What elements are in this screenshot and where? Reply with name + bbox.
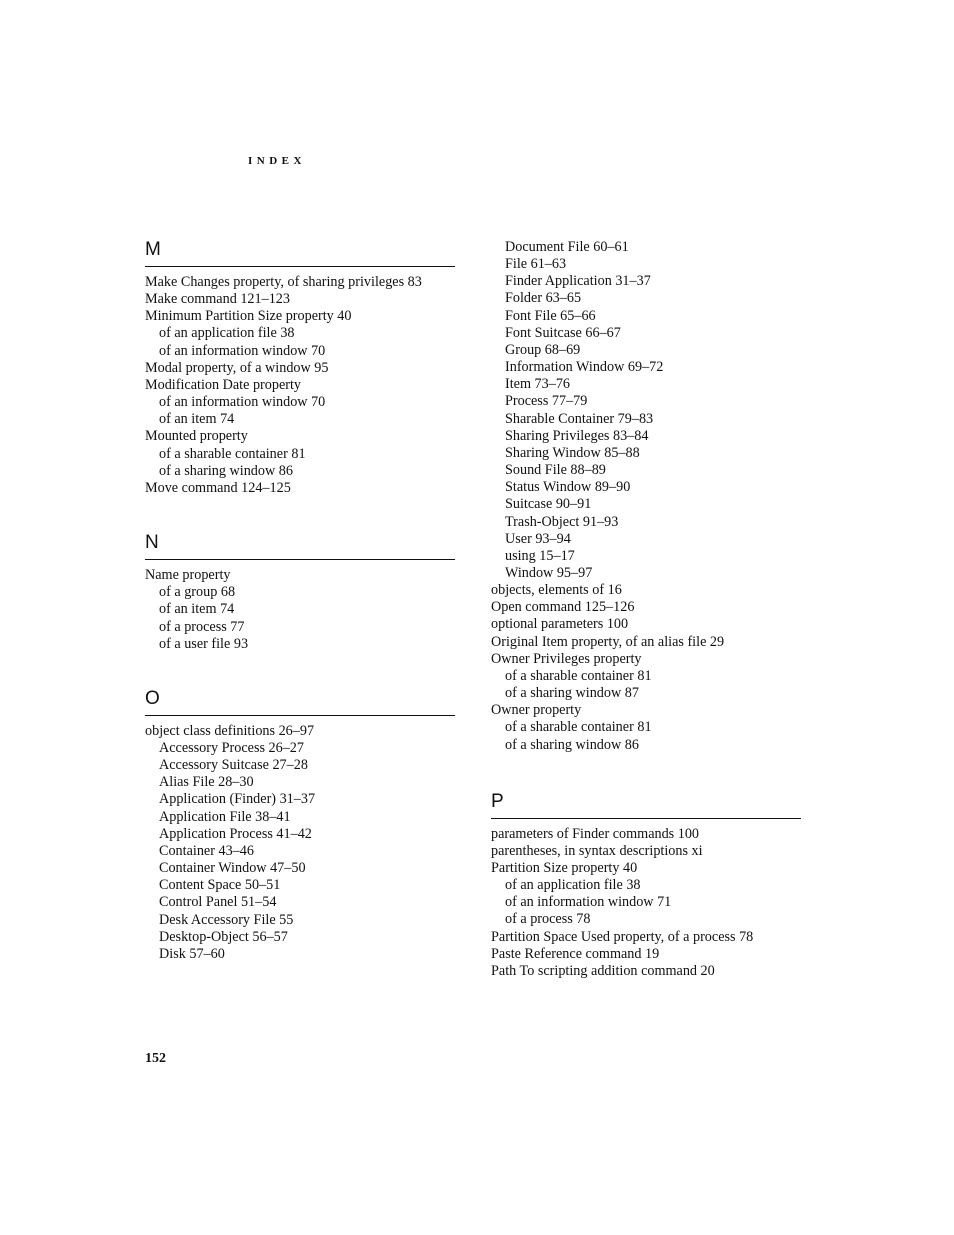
index-subentry: Document File 60–61	[505, 239, 629, 255]
index-subentry: Application (Finder) 31–37	[159, 791, 316, 808]
section-entries	[145, 567, 455, 653]
index-subentry: Finder Application 31–37	[505, 273, 651, 290]
index-section-m	[145, 239, 455, 497]
index-subentry: Accessory Suitcase 27–28	[159, 757, 308, 774]
index-subentry: Accessory Process 26–27	[159, 739, 304, 756]
index-subentry: Font File 65–66	[505, 307, 596, 324]
index-entry: Move command 124–125	[145, 479, 291, 496]
index-subentry: Control Panel 51–54	[159, 894, 277, 911]
index-subentry: of an application file 38	[159, 325, 295, 342]
index-subentry: Window 95–97	[505, 564, 593, 581]
index-entry: Path To scripting addition command 20	[491, 962, 715, 979]
index-subentry: Trash-Object 91–93	[505, 513, 619, 530]
index-subentry: Container Window 47–50	[159, 860, 306, 877]
index-subentry: Information Window 69–72	[505, 359, 664, 376]
index-subentry: of an information window 70	[159, 394, 326, 411]
section-letter: O	[145, 688, 455, 716]
section-entries	[491, 826, 801, 980]
index-subentry: Content Space 50–51	[159, 877, 281, 894]
index-entry: optional parameters 100	[491, 616, 629, 633]
index-subentry: of a sharable container 81	[505, 667, 652, 684]
section-entries	[491, 239, 801, 754]
index-subentry: Sharing Window 85–88	[505, 444, 640, 461]
index-section-p	[491, 791, 801, 980]
index-column-right	[491, 239, 801, 980]
index-entry: Minimum Partition Size property 40	[145, 308, 352, 325]
index-subentry: of a sharing window 86	[159, 462, 293, 479]
index-entry: parentheses, in syntax descriptions xi	[491, 842, 703, 859]
index-subentry: of a process 77	[159, 618, 245, 635]
index-subentry: User 93–94	[505, 530, 571, 547]
index-subentry: of an information window 70	[159, 342, 326, 359]
index-subentry: of a sharable container 81	[159, 445, 306, 462]
index-entry: Make command 121–123	[145, 291, 290, 308]
index-subentry: Folder 63–65	[505, 290, 582, 307]
running-head: INDEX	[248, 155, 306, 167]
section-gap	[145, 497, 455, 532]
index-entry: objects, elements of 16	[491, 582, 622, 599]
page-number: 152	[145, 1051, 166, 1066]
index-entry: Modification Date property	[145, 376, 302, 393]
index-subentry: of a user file 93	[159, 635, 249, 652]
section-entries	[145, 723, 455, 963]
index-subentry: Status Window 89–90	[505, 479, 631, 496]
index-subentry: of an application file 38	[505, 877, 641, 894]
section-letter: P	[491, 791, 801, 819]
index-subentry: Disk 57–60	[159, 945, 225, 962]
index-subentry: Process 77–79	[505, 393, 588, 410]
index-subentry: of a process 78	[505, 911, 591, 928]
index-subentry: File 61–63	[505, 256, 567, 273]
section-gap	[145, 653, 455, 688]
index-subentry: Sharing Privileges 83–84	[505, 427, 649, 444]
index-subentry: Group 68–69	[505, 341, 581, 358]
index-subentry: Sound File 88–89	[505, 462, 606, 479]
index-entry: parameters of Finder commands 100	[491, 825, 700, 842]
section-letter: M	[145, 239, 455, 267]
index-section-n	[145, 532, 455, 653]
index-subentry: of an information window 71	[505, 894, 672, 911]
index-subentry: Container 43–46	[159, 842, 254, 859]
section-letter: N	[145, 532, 455, 560]
index-subentry: Font Suitcase 66–67	[505, 324, 621, 341]
index-column-left	[145, 239, 455, 963]
index-subentry: of a sharing window 87	[505, 685, 639, 702]
index-subentry: of a sharing window 86	[505, 736, 639, 753]
index-section-o-continued	[491, 239, 801, 754]
index-subentry: Application File 38–41	[159, 808, 291, 825]
index-entry: Mounted property	[145, 428, 248, 445]
index-entry: Owner property	[491, 702, 582, 719]
index-entry: Open command 125–126	[491, 599, 635, 616]
index-entry: object class definitions 26–97	[145, 722, 315, 739]
section-entries	[145, 274, 455, 497]
index-subentry: Sharable Container 79–83	[505, 410, 654, 427]
index-entry: Owner Privileges property	[491, 650, 642, 667]
index-entry: Paste Reference command 19	[491, 945, 660, 962]
index-subentry: Desktop-Object 56–57	[159, 928, 288, 945]
index-subentry: Desk Accessory File 55	[159, 911, 294, 928]
index-subentry: Suitcase 90–91	[505, 496, 592, 513]
index-entry: Original Item property, of an alias file 29	[491, 633, 725, 650]
index-subentry: using 15–17	[505, 547, 575, 564]
index-subentry: of an item 74	[159, 411, 235, 428]
index-subentry: of a sharable container 81	[505, 719, 652, 736]
index-entry: Partition Size property 40	[491, 860, 638, 876]
index-entry: Modal property, of a window 95	[145, 359, 329, 376]
section-gap	[491, 754, 801, 791]
index-subentry: of an item 74	[159, 601, 235, 618]
index-entry: Name property	[145, 567, 231, 584]
index-entry: Partition Space Used property, of a process 78	[491, 928, 754, 945]
index-subentry: Item 73–76	[505, 376, 571, 393]
index-subentry: Alias File 28–30	[159, 774, 254, 791]
index-subentry: of a group 68	[159, 584, 236, 601]
index-subentry: Application Process 41–42	[159, 825, 312, 842]
index-entry: Make Changes property, of sharing privileges 83	[145, 274, 422, 290]
index-section-o	[145, 688, 455, 963]
